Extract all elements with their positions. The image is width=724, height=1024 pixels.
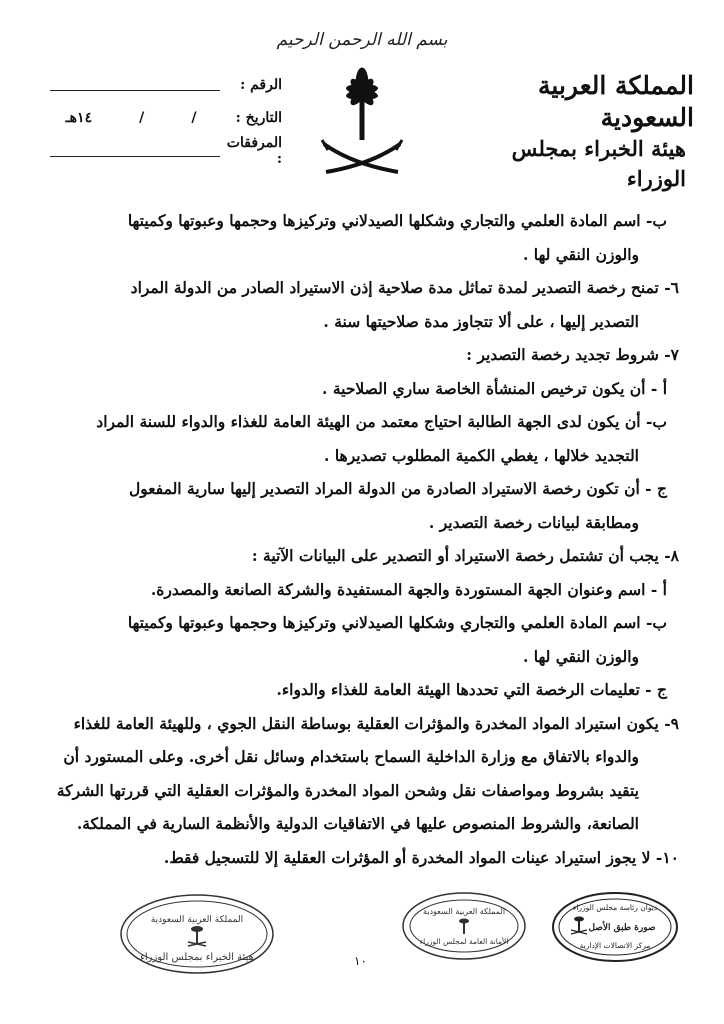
number-line bbox=[50, 78, 220, 91]
middle-stamp-line-1: المملكة العربية السعودية bbox=[422, 907, 506, 916]
body-line: ب- اسم المادة العلمي والتجاري وشكلها الصيدلاني وتركيزها وحجمها وعبوتها وكميتها bbox=[127, 211, 667, 230]
number-label: الرقم : bbox=[240, 76, 282, 93]
left-stamp-line-1: المملكة العربية السعودية bbox=[150, 915, 244, 925]
attachments-line bbox=[50, 144, 220, 157]
org-line-2: هيئة الخبراء بمجلس الوزراء bbox=[511, 136, 686, 191]
date-part: / bbox=[139, 109, 145, 126]
body-line: ٧- شروط تجديد رخصة التصدير : bbox=[466, 345, 679, 364]
date-part: ١٤هـ bbox=[65, 109, 93, 126]
body-line: ٨- يجب أن تشتمل رخصة الاستيراد أو التصدير على البيانات الآتية : bbox=[251, 546, 679, 565]
body-line: ج - تعليمات الرخصة التي تحددها الهيئة العامة للغذاء والدواء. bbox=[276, 680, 667, 699]
right-oval-stamp bbox=[550, 890, 680, 964]
body-line: والوزن النقي لها . bbox=[522, 244, 639, 264]
number-row bbox=[42, 68, 282, 101]
date-label: التاريخ : bbox=[235, 109, 282, 126]
basmala: بسم الله الرحمن الرحيم bbox=[276, 30, 448, 50]
body-line: ب- اسم المادة العلمي والتجاري وشكلها الصيدلاني وتركيزها وحجمها وعبوتها وكميتها bbox=[127, 613, 667, 632]
middle-oval-stamp bbox=[400, 890, 528, 962]
palm-swords-emblem-icon bbox=[312, 62, 412, 180]
body-line: ومطابقة لبيانات رخصة التصدير . bbox=[428, 512, 639, 532]
body-line: والدواء بالاتفاق مع وزارة الداخلية السماح باستخدام وسائل نقل أخرى. وعلى المستورد أن bbox=[63, 747, 639, 766]
right-stamp-line-1: ديوان رئاسة مجلس الوزراء bbox=[572, 903, 658, 912]
body-line: ٦- تمنح رخصة التصدير لمدة تماثل مدة صلاحية إذن الاستيراد الصادر من الدولة المراد bbox=[130, 278, 679, 297]
attachments-row bbox=[42, 134, 282, 167]
body-line: الصانعة، والشروط المنصوص عليها في الاتفاقيات الدولية والأنظمة السارية في المملكة. bbox=[76, 814, 639, 833]
body-line: التجديد خلالها ، يغطي الكمية المطلوب تصديرها . bbox=[324, 445, 639, 465]
body-line: والوزن النقي لها . bbox=[522, 646, 639, 666]
attachments-label: المرفقات : bbox=[226, 134, 282, 167]
middle-stamp-emblem-icon bbox=[459, 919, 469, 935]
right-stamp-line-3: مركز الاتصالات الإدارية bbox=[579, 941, 651, 950]
body-line: أ - أن يكون ترخيص المنشأة الخاصة ساري الصلاحية . bbox=[322, 378, 667, 398]
body-line: يتقيد بشروط ومواصفات نقل وشحن المواد المخدرة والمؤثرات العقلية التي قررتها الشركة bbox=[56, 780, 639, 800]
body-line: ١٠- لا يجوز استيراد عينات المواد المخدرة أو المؤثرات العقلية إلا للتسجيل فقط. bbox=[163, 847, 679, 867]
body-line: أ - اسم وعنوان الجهة المستوردة والجهة المستفيدة والشركة الصانعة والمصدرة. bbox=[150, 579, 667, 599]
left-oval-stamp bbox=[118, 892, 276, 976]
date-part: / bbox=[191, 109, 197, 126]
date-row bbox=[42, 101, 282, 134]
reference-block bbox=[42, 68, 282, 167]
document-body bbox=[54, 204, 679, 874]
body-line: ج - أن تكون رخصة الاستيراد الصادرة من الدولة المراد التصدير إليها سارية المفعول bbox=[129, 479, 667, 498]
organization-header bbox=[454, 70, 694, 194]
left-stamp-line-2: هيئة الخبراء بمجلس الوزراء bbox=[140, 952, 254, 963]
body-line: ٩- يكون استيراد المواد المخدرة والمؤثرات العقلية بوساطة النقل الجوي ، وللهيئة العامة للغذاء bbox=[73, 713, 679, 733]
body-line: ب- أن يكون لدى الجهة الطالبة احتياج معتمد من الهيئة العامة للغذاء والدواء للسنة المراد bbox=[96, 412, 667, 431]
right-stamp-line-2: صورة طبق الأصل bbox=[588, 923, 656, 933]
right-stamp-emblem-icon bbox=[571, 917, 587, 935]
org-line-1: المملكة العربية السعودية bbox=[538, 71, 694, 132]
date-value bbox=[42, 110, 220, 126]
page-number: ١٠ bbox=[354, 954, 367, 968]
middle-stamp-line-2: الأمانة العامة لمجلس الوزراء bbox=[419, 937, 509, 946]
body-line: التصدير إليها ، على ألا تتجاوز مدة صلاحيتها سنة . bbox=[323, 311, 639, 331]
left-stamp-emblem-icon bbox=[188, 926, 206, 946]
